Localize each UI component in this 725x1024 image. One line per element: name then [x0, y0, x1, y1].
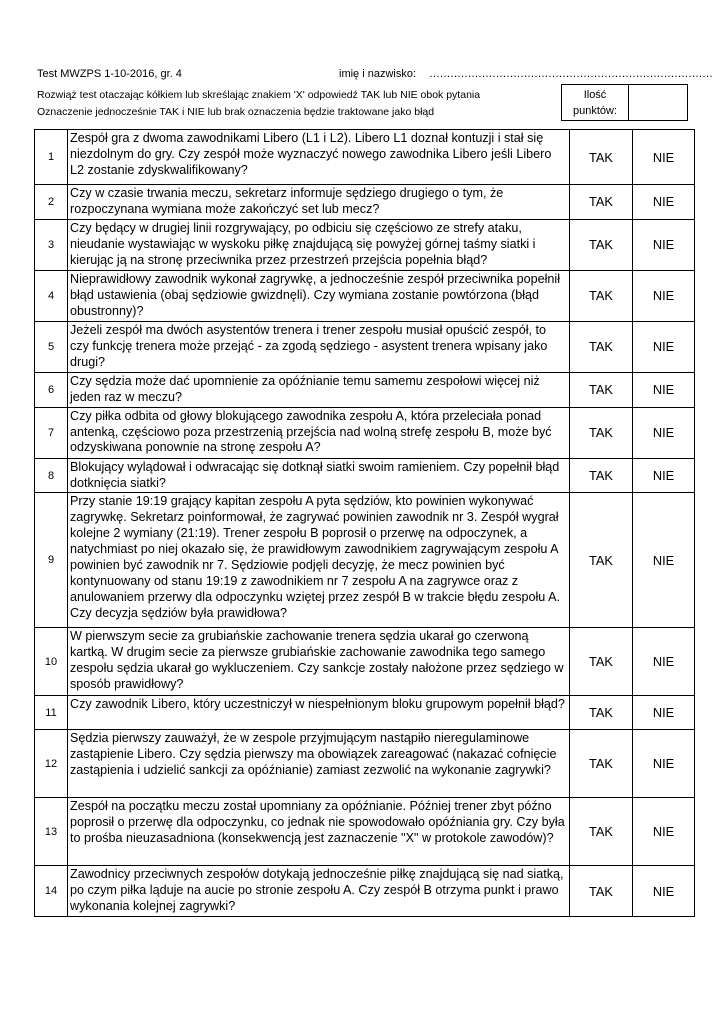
answer-no[interactable]: NIE [633, 866, 695, 917]
table-row [35, 696, 695, 730]
answer-yes[interactable]: TAK [570, 219, 633, 270]
table-row [35, 372, 695, 407]
question-number: 12 [35, 730, 68, 798]
instruction-line-1: Rozwiąż test otaczając kółkiem lub skreślając znakiem 'X' odpowiedź TAK lub NIE obok pytania [37, 89, 481, 101]
points-value-box[interactable] [628, 84, 688, 121]
question-text: Czy sędzia może dać upomnienie za opóźnianie temu samemu zespołowi więcej niż jeden raz w meczu? [68, 372, 570, 407]
answer-yes[interactable]: TAK [570, 270, 633, 321]
answer-yes[interactable]: TAK [570, 130, 633, 185]
question-text: Czy będący w drugiej linii rozgrywający, po odbiciu się częściowo ze strefy ataku, nieudanie wystawiając w wyskoku piłkę znajdującą się powyżej górnej taśmy siatki i kierując ją na stronę przeciwnika przez przestrzeń przejścia popełnia błąd? [68, 219, 570, 270]
question-text: Zespół gra z dwoma zawodnikami Libero (L1 i L2). Libero L1 doznał kontuzji i stał się niezdolnym do gry. Czy zespół może wyznaczyć nowego zawodnika Libero jeśli Libero L2 zostanie zdyskwalifikowany? [68, 130, 570, 185]
table-row [35, 270, 695, 321]
answer-yes[interactable]: TAK [570, 372, 633, 407]
question-number: 10 [35, 628, 68, 696]
points-label-line2: punktów: [572, 105, 618, 117]
answer-no[interactable]: NIE [633, 130, 695, 185]
question-text: Czy zawodnik Libero, który uczestniczył w niespełnionym bloku grupowym popełnił błąd? [68, 696, 570, 730]
table-row [35, 798, 695, 866]
question-text: Nieprawidłowy zawodnik wykonał zagrywkę, a jednocześnie zespół przeciwnika popełnił błąd ustawienia (obaj sędziowie gwizdnęli). Czy wymiana zostanie powtórzona (błąd obustronny)? [68, 270, 570, 321]
name-label: imię i nazwisko: [339, 68, 417, 80]
question-text: Zawodnicy przeciwnych zespołów dotykają jednocześnie piłkę znajdującą się nad siatką, po czym piłka ląduje na aucie po stronie zespołu A. Czy zespół B otrzyma punkt i prawo wykonania kolejnej zagrywki? [68, 866, 570, 917]
table-row [35, 628, 695, 696]
answer-no[interactable]: NIE [633, 321, 695, 372]
points-label-box [561, 84, 629, 121]
question-text: Sędzia pierwszy zauważył, że w zespole przyjmującym nastąpiło nieregulaminowe zastąpienie Libero. Czy sędzia pierwszy ma obowiązek zareagować (nakazać cofnięcie zastąpienia i udzielić sankcji za opóźnianie) zamiast zezwolić na wykonanie zagrywki? [68, 730, 570, 798]
question-number: 7 [35, 407, 68, 458]
answer-yes[interactable]: TAK [570, 730, 633, 798]
answer-yes[interactable]: TAK [570, 407, 633, 458]
question-text: Blokujący wylądował i odwracając się dotknął siatki swoim ramieniem. Czy popełnił błąd dotknięcia siatki? [68, 458, 570, 493]
answer-yes[interactable]: TAK [570, 628, 633, 696]
question-text: Zespół na początku meczu został upomniany za opóźnianie. Później trener zbyt późno poprosił o przerwę dla odpoczynku, co jednak nie spowodowało opóźniania gry. Czy była to prośba nieuzasadniona (konsekwencją jest zaznaczenie "X" w protokole zawodów)? [68, 798, 570, 866]
answer-no[interactable]: NIE [633, 458, 695, 493]
answer-no[interactable]: NIE [633, 372, 695, 407]
table-row [35, 866, 695, 917]
question-text: Czy w czasie trwania meczu, sekretarz informuje sędziego drugiego o tym, że rozpoczynana wymiana może zakończyć set lub mecz? [68, 185, 570, 220]
answer-yes[interactable]: TAK [570, 458, 633, 493]
question-text: W pierwszym secie za grubiańskie zachowanie trenera sędzia ukarał go czerwoną kartką. W drugim secie za pierwsze grubiańskie zachowanie zawodnika tego samego zespołu sędzia ukarał go wykluczeniem. Czy sankcje zostały nałożone przez sędziego w sposób prawidłowy? [68, 628, 570, 696]
table-row [35, 493, 695, 628]
question-number: 4 [35, 270, 68, 321]
table-row [35, 185, 695, 220]
answer-no[interactable]: NIE [633, 270, 695, 321]
answer-yes[interactable]: TAK [570, 866, 633, 917]
question-number: 13 [35, 798, 68, 866]
question-number: 11 [35, 696, 68, 730]
question-number: 14 [35, 866, 68, 917]
question-text: Przy stanie 19:19 grający kapitan zespołu A pyta sędziów, kto powinien wykonywać zagrywkę. Sekretarz poinformował, że zagrywać powinien zawodnik nr 3. Zespół wygrał kolejne 2 wymiany (21:19). Trener zespołu B poprosił o przerwę na odpoczynek, a natychmiast po niej okazało się, że prawidłowym zawodnikiem zagrywającym zespołu A powinien być zawodnik nr 7. Sędziowie podjęli decyzję, że mecz powinien być kontynuowany od stanu 19:19 z zawodnikiem nr 7 zespołu A na zagrywce oraz z anulowaniem przerwy dla odpoczynku wziętej przez zespół B w trakcie błędu zespołu A. Czy decyzja sędziów była prawidłowa? [68, 493, 570, 628]
question-number: 1 [35, 130, 68, 185]
answer-no[interactable]: NIE [633, 407, 695, 458]
answer-no[interactable]: NIE [633, 185, 695, 220]
question-table [34, 129, 695, 917]
answer-yes[interactable]: TAK [570, 321, 633, 372]
points-label-line1: Ilość [583, 89, 607, 101]
table-row [35, 407, 695, 458]
table-row [35, 321, 695, 372]
answer-yes[interactable]: TAK [570, 696, 633, 730]
answer-no[interactable]: NIE [633, 628, 695, 696]
test-title: Test MWZPS 1-10-2016, gr. 4 [37, 68, 182, 80]
answer-no[interactable]: NIE [633, 696, 695, 730]
question-text: Czy piłka odbita od głowy blokującego zawodnika zespołu A, która przeleciała ponad antenką, częściowo poza przestrzenią przejścia nad wolną strefę zespołu B, może być odzyskiwana ponownie na stronę zespołu A? [68, 407, 570, 458]
table-row [35, 458, 695, 493]
name-field-line[interactable]: ……………………………………………………………………… [429, 68, 713, 80]
question-number: 3 [35, 219, 68, 270]
answer-no[interactable]: NIE [633, 730, 695, 798]
table-row [35, 219, 695, 270]
question-number: 5 [35, 321, 68, 372]
question-text: Jeżeli zespół ma dwóch asystentów trenera i trener zespołu musiał opuścić zespół, to czy funkcję trenera może przejąć - za zgodą sędziego - asystent trenera wpisany jako drugi? [68, 321, 570, 372]
answer-yes[interactable]: TAK [570, 493, 633, 628]
question-number: 2 [35, 185, 68, 220]
answer-no[interactable]: NIE [633, 493, 695, 628]
question-number: 6 [35, 372, 68, 407]
answer-yes[interactable]: TAK [570, 185, 633, 220]
answer-no[interactable]: NIE [633, 798, 695, 866]
question-number: 9 [35, 493, 68, 628]
table-row [35, 130, 695, 185]
question-number: 8 [35, 458, 68, 493]
answer-yes[interactable]: TAK [570, 798, 633, 866]
table-row [35, 730, 695, 798]
answer-no[interactable]: NIE [633, 219, 695, 270]
instruction-line-2: Oznaczenie jednocześnie TAK i NIE lub brak oznaczenia będzie traktowane jako błąd [37, 106, 435, 118]
